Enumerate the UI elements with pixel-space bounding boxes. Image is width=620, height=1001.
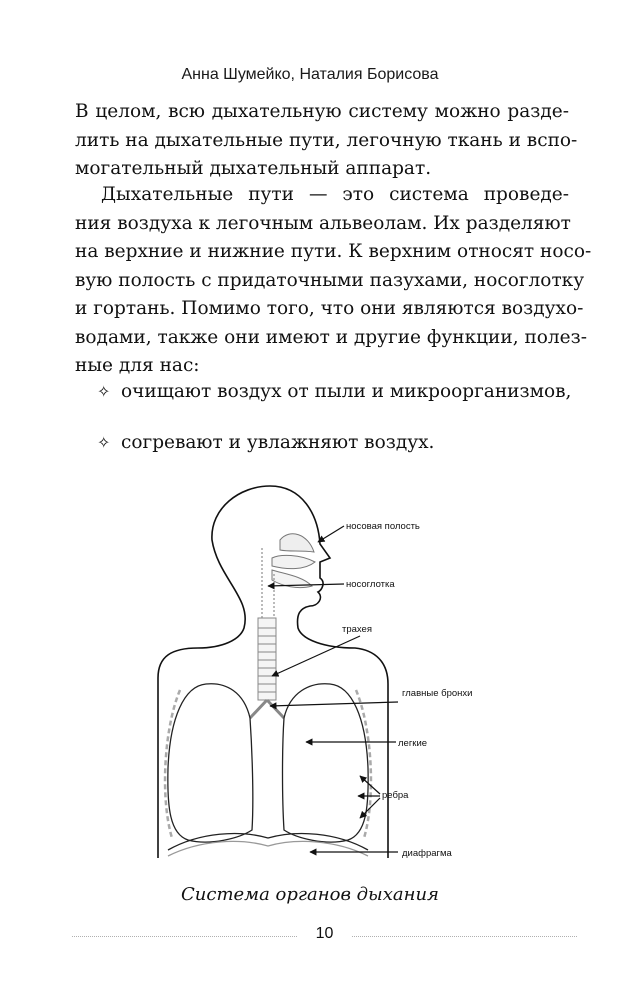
four-point-star-icon: ✧ [97,433,111,452]
figure-caption: Система органов дыхания [181,884,439,905]
svg-text:носоглотка: носоглотка [346,579,395,590]
label-diaphragm [310,848,453,859]
svg-text:носовая полость: носовая полость [346,521,420,532]
lungs-shape [165,684,371,842]
text-line: на верхние и нижние пути. К верхним относят носо- [75,241,592,262]
head-airways [262,534,315,618]
page-footer [72,925,577,945]
svg-text:легкие: легкие [398,738,428,749]
text-line: лить на дыхательные пути, легочную ткань и вспо- [75,129,578,151]
label-ribs [358,776,409,818]
paragraph-1 [75,98,578,184]
text-line: и гортань. Помимо того, что они являются воздухо- [75,298,584,319]
four-point-star-icon: ✧ [97,382,111,401]
svg-text:ребра: ребра [382,790,409,801]
svg-text:трахея: трахея [342,624,372,635]
label-nasal-cavity [318,521,420,542]
svg-text:главные бронхи: главные бронхи [402,688,473,699]
page-number: 10 [315,925,334,942]
paragraph-2 [75,181,592,381]
text-line: водами, также они имеют и другие функции, полез- [75,326,587,348]
text-line: Дыхательные пути — это система проведе- [101,184,569,205]
footer-divider [352,936,577,937]
text-line: В целом, всю дыхательную систему можно разде- [75,101,569,122]
text-line: вую полость с придаточными пазухами, носоглотку [75,269,585,291]
bullet-text: очищают воздух от пыли и микроорганизмов, [121,381,572,402]
bullet-item [97,378,571,406]
bullet-text: согревают и увлажняют воздух. [121,432,435,453]
label-trachea [272,624,372,676]
svg-text:диафрагма: диафрагма [402,848,452,859]
bullet-item [97,429,434,457]
text-line: ные для нас: [75,355,200,376]
text-line: могательный дыхательный аппарат. [75,158,432,179]
trachea-shape [250,618,284,718]
running-header: Анна Шумейко, Наталия Борисова [181,66,439,83]
diaphragm-shape [168,834,368,856]
respiratory-system-diagram [140,478,480,860]
text-line: ния воздуха к легочным альвеолам. Их разделяют [75,212,571,234]
